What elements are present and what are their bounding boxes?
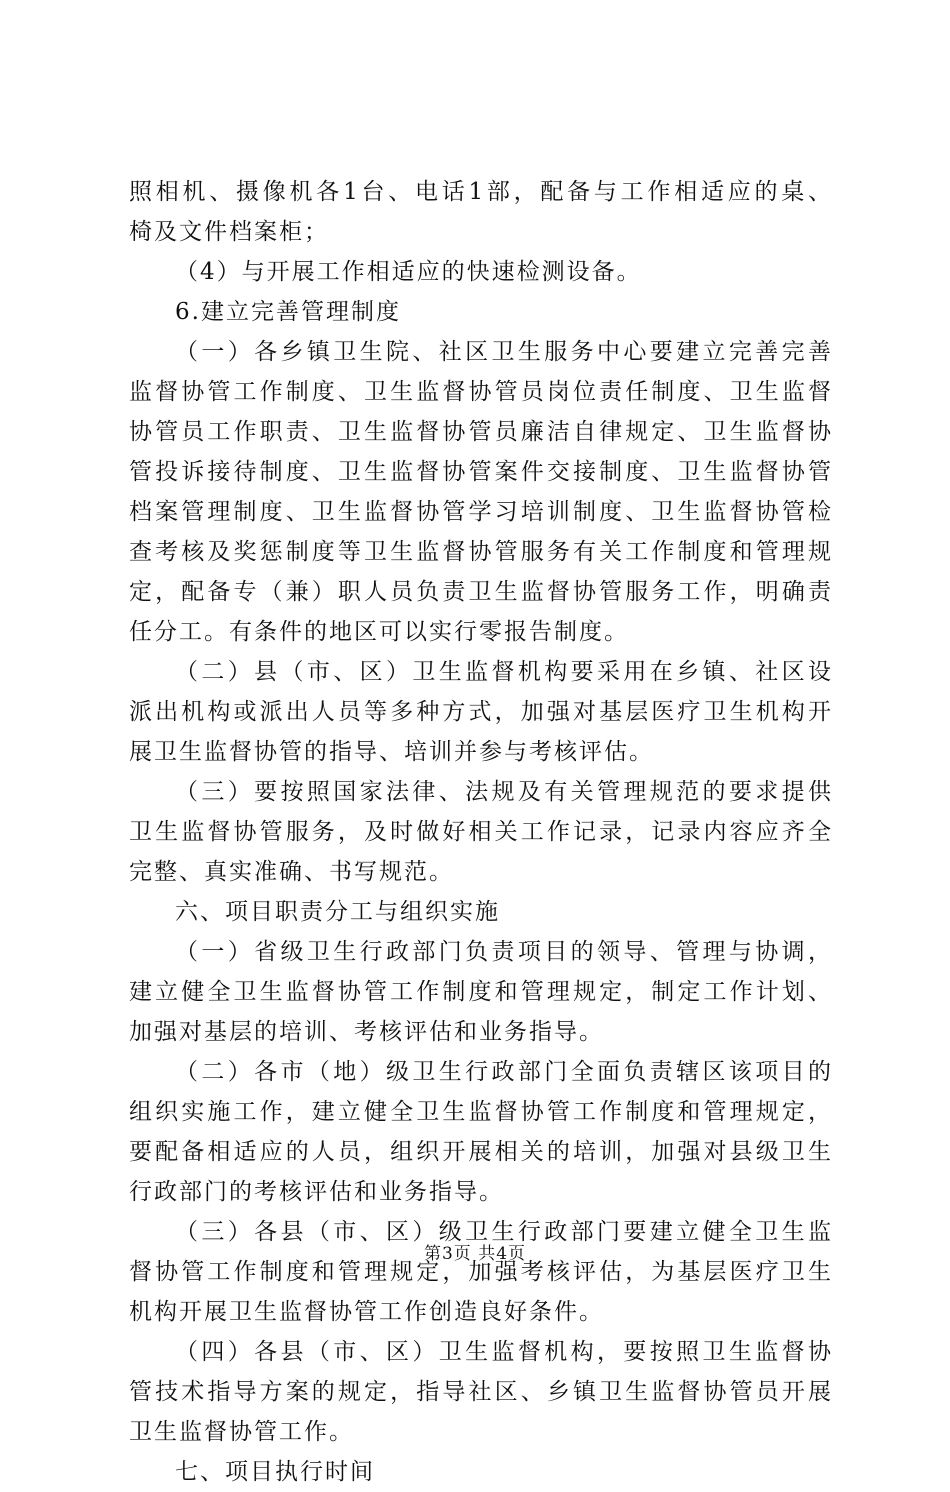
text-line: 要配备相适应的人员，组织开展相关的培训，加强对县级卫生 — [129, 1139, 831, 1165]
text-line: 督协管工作制度和管理规定，加强考核评估，为基层医疗卫生 — [129, 1259, 831, 1285]
text-line: 卫生监督协管服务，及时做好相关工作记录，记录内容应齐全 — [129, 819, 831, 845]
text-line: 定，配备专（兼）职人员负责卫生监督协管服务工作，明确责 — [129, 579, 831, 605]
text-line: （三）各县（市、区）级卫生行政部门要建立健全卫生监 — [175, 1219, 831, 1245]
text-line: 管技术指导方案的规定，指导社区、乡镇卫生监督协管员开展 — [129, 1379, 831, 1405]
text-line: 椅及文件档案柜； — [129, 219, 329, 245]
text-line: 建立健全卫生监督协管工作制度和管理规定，制定工作计划、 — [129, 979, 831, 1005]
page-footer: 第3页 共4页 — [423, 1244, 527, 1264]
text-line: 查考核及奖惩制度等卫生监督协管服务有关工作制度和管理规 — [129, 539, 831, 565]
text-line: 七、项目执行时间 — [175, 1459, 375, 1485]
text-line: （二）各市（地）级卫生行政部门全面负责辖区该项目的 — [175, 1059, 831, 1085]
text-line: （四）各县（市、区）卫生监督机构，要按照卫生监督协 — [175, 1339, 831, 1365]
text-line: 监督协管工作制度、卫生监督协管员岗位责任制度、卫生监督 — [129, 379, 831, 405]
text-line: （一）各乡镇卫生院、社区卫生服务中心要建立完善完善 — [175, 339, 831, 365]
text-line: 六、项目职责分工与组织实施 — [175, 899, 500, 925]
body-text — [129, 172, 831, 1492]
text-line: 加强对基层的培训、考核评估和业务指导。 — [129, 1019, 604, 1045]
text-line: 照相机、摄像机各1台、电话1部，配备与工作相适应的桌、 — [129, 179, 831, 205]
text-line: （三）要按照国家法律、法规及有关管理规范的要求提供 — [175, 779, 831, 805]
text-line: （二）县（市、区）卫生监督机构要采用在乡镇、社区设 — [175, 659, 831, 685]
text-line: （一）省级卫生行政部门负责项目的领导、管理与协调， — [175, 939, 831, 965]
text-line: 档案管理制度、卫生监督协管学习培训制度、卫生监督协管检 — [129, 499, 831, 525]
text-line: 行政部门的考核评估和业务指导。 — [129, 1179, 504, 1205]
text-line: 卫生监督协管工作。 — [129, 1419, 354, 1445]
text-line: 完整、真实准确、书写规范。 — [129, 859, 454, 885]
text-line: 展卫生监督协管的指导、培训并参与考核评估。 — [129, 739, 654, 765]
text-line: 管投诉接待制度、卫生监督协管案件交接制度、卫生监督协管 — [129, 459, 831, 485]
text-line: 机构开展卫生监督协管工作创造良好条件。 — [129, 1299, 604, 1325]
text-line: 任分工。有条件的地区可以实行零报告制度。 — [129, 619, 629, 645]
text-line: 协管员工作职责、卫生监督协管员廉洁自律规定、卫生监督协 — [129, 419, 831, 445]
text-line: （4）与开展工作相适应的快速检测设备。 — [175, 259, 642, 285]
text-line: 组织实施工作，建立健全卫生监督协管工作制度和管理规定， — [129, 1099, 831, 1125]
text-line: 派出机构或派出人员等多种方式，加强对基层医疗卫生机构开 — [129, 699, 831, 725]
text-line: 6.建立完善管理制度 — [175, 299, 401, 325]
